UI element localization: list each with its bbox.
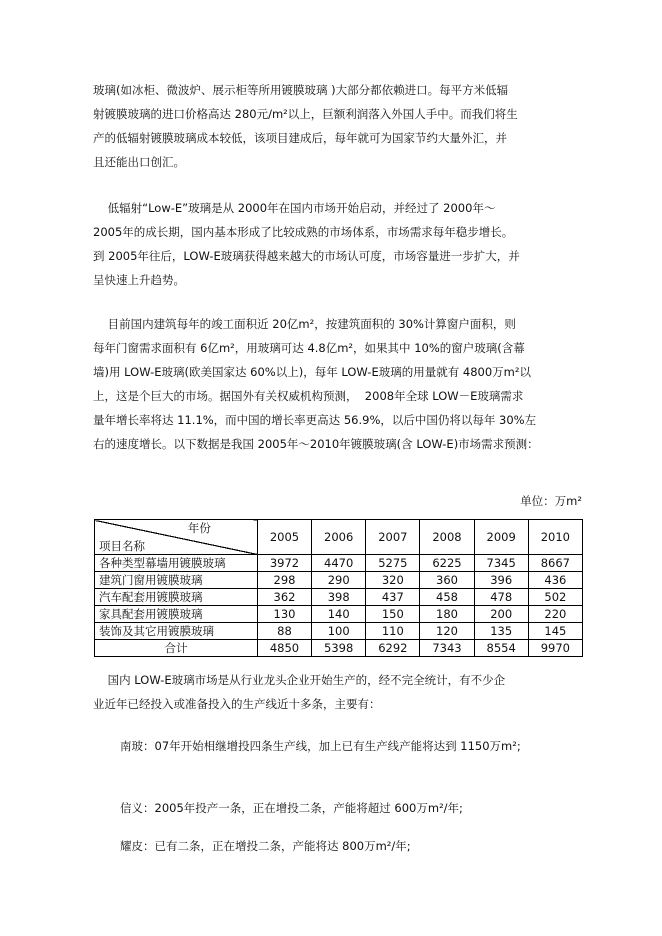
text-line: 且还能出口创汇。	[93, 155, 185, 169]
unit-label: 单位：万m²	[520, 494, 582, 508]
text-line: 呈快速上升趋势。	[93, 273, 185, 287]
header-year-label: 年份	[187, 521, 211, 535]
table-cell: 100	[312, 623, 366, 640]
paragraph-import-cost	[93, 78, 579, 174]
table-cell: 5275	[366, 555, 420, 572]
header-item-label: 项目名称	[99, 539, 145, 553]
table-corner-header	[95, 520, 258, 555]
table-cell: 290	[312, 572, 366, 589]
table-cell: 360	[420, 572, 474, 589]
paragraph-market-size	[93, 312, 579, 456]
table-cell: 8554	[474, 640, 528, 657]
table-cell: 478	[474, 589, 528, 606]
year-header: 2009	[474, 520, 528, 555]
text-line: 目前国内建筑每年的竣工面积近 20亿m²，按建筑面积的 30%计算窗户面积，则	[93, 317, 516, 331]
row-label: 家具配套用镀膜玻璃	[95, 606, 258, 623]
table-header-row	[95, 520, 583, 555]
table-cell: 6292	[366, 640, 420, 657]
table-cell: 4850	[257, 640, 311, 657]
year-header: 2005	[257, 520, 311, 555]
table-cell: 4470	[312, 555, 366, 572]
table-row	[95, 606, 583, 623]
text-line: 产的低辐射镀膜玻璃成本较低，该项目建成后，每年就可为国家节约大量外汇，并	[93, 131, 507, 145]
table-cell: 135	[474, 623, 528, 640]
year-header: 2006	[312, 520, 366, 555]
table-total-row	[95, 640, 583, 657]
table-cell: 320	[366, 572, 420, 589]
table-cell: 398	[312, 589, 366, 606]
table-cell: 180	[420, 606, 474, 623]
table-cell: 140	[312, 606, 366, 623]
text-line: 玻璃(如冰柜、微波炉、展示柜等所用镀膜玻璃 )大部分都依赖进口。每平方米低辐	[93, 83, 509, 97]
year-header: 2007	[366, 520, 420, 555]
table-cell: 9970	[528, 640, 582, 657]
table-row	[95, 555, 583, 572]
table-cell: 200	[474, 606, 528, 623]
table-cell: 298	[257, 572, 311, 589]
table-cell: 8667	[528, 555, 582, 572]
table-row	[95, 589, 583, 606]
producer-line-nanbo: 南玻：07年开始相继增投四条生产线，加上已有生产线产能将达到 1150万m²;	[120, 739, 521, 753]
table-cell: 3972	[257, 555, 311, 572]
table-cell: 436	[528, 572, 582, 589]
paragraph-producers-intro	[93, 668, 579, 716]
text-line: 上，这是个巨大的市场。据国外有关权威机构预测， 2008年全球 LOW－E玻璃需求	[93, 389, 524, 403]
text-line: 到 2005年往后，LOW-E玻璃获得越来越大的市场认可度，市场容量进一步扩大，并	[93, 249, 520, 263]
table-cell: 130	[257, 606, 311, 623]
table-row	[95, 572, 583, 589]
row-label: 装饰及其它用镀膜玻璃	[95, 623, 258, 640]
table-cell: 362	[257, 589, 311, 606]
year-header: 2010	[528, 520, 582, 555]
table-cell: 6225	[420, 555, 474, 572]
producer-line-xinyi: 信义：2005年投产一条，正在增投二条，产能将超过 600万m²/年;	[120, 801, 463, 815]
text-line: 射镀膜玻璃的进口价格高达 280元/m²以上，巨额利润落入外国人手中。而我们将生	[93, 107, 518, 121]
table-cell: 150	[366, 606, 420, 623]
text-line: 2005年的成长期，国内基本形成了比较成熟的市场体系，市场需求每年稳步增长。	[93, 225, 514, 239]
table-row	[95, 623, 583, 640]
table-cell: 458	[420, 589, 474, 606]
table-cell: 437	[366, 589, 420, 606]
text-line: 低辐射“Low-E”玻璃是从 2000年在国内市场开始启动，并经过了 2000年～	[93, 201, 496, 215]
row-label: 汽车配套用镀膜玻璃	[95, 589, 258, 606]
row-label: 各种类型幕墙用镀膜玻璃	[95, 555, 258, 572]
table-cell: 7343	[420, 640, 474, 657]
text-line: 量年增长率将达 11.1%，而中国的增长率更高达 56.9%，以后中国仍将以每年 30%左	[93, 413, 537, 427]
row-label-total: 合计	[95, 640, 258, 657]
text-line: 每年门窗需求面积有 6亿m²，用玻璃可达 4.8亿m²，如果其中 10%的窗户玻璃(含幕	[93, 341, 525, 355]
text-line: 国内 LOW-E玻璃市场是从行业龙头企业开始生产的，经不完全统计，有不少企	[93, 673, 506, 687]
text-line: 业近年已经投入或准备投入的生产线近十多条，主要有：	[93, 697, 381, 711]
year-header: 2008	[420, 520, 474, 555]
table-cell: 145	[528, 623, 582, 640]
table-cell: 220	[528, 606, 582, 623]
table-cell: 396	[474, 572, 528, 589]
demand-forecast-table	[94, 519, 583, 657]
table-cell: 110	[366, 623, 420, 640]
text-line: 右的速度增长。以下数据是我国 2005年～2010年镀膜玻璃(含 LOW-E)市场需求预测：	[93, 437, 539, 451]
table-cell: 7345	[474, 555, 528, 572]
table-cell: 502	[528, 589, 582, 606]
text-line: 墙)用 LOW-E玻璃(欧美国家达 60%以上)，每年 LOW-E玻璃的用量就有 4800万m²以	[93, 365, 531, 379]
table-cell: 88	[257, 623, 311, 640]
row-label: 建筑门窗用镀膜玻璃	[95, 572, 258, 589]
paragraph-market-history	[93, 196, 579, 292]
table-cell: 120	[420, 623, 474, 640]
table-cell: 5398	[312, 640, 366, 657]
producer-line-yaopi: 耀皮：已有二条，正在增投二条，产能将达 800万m²/年;	[120, 839, 411, 853]
